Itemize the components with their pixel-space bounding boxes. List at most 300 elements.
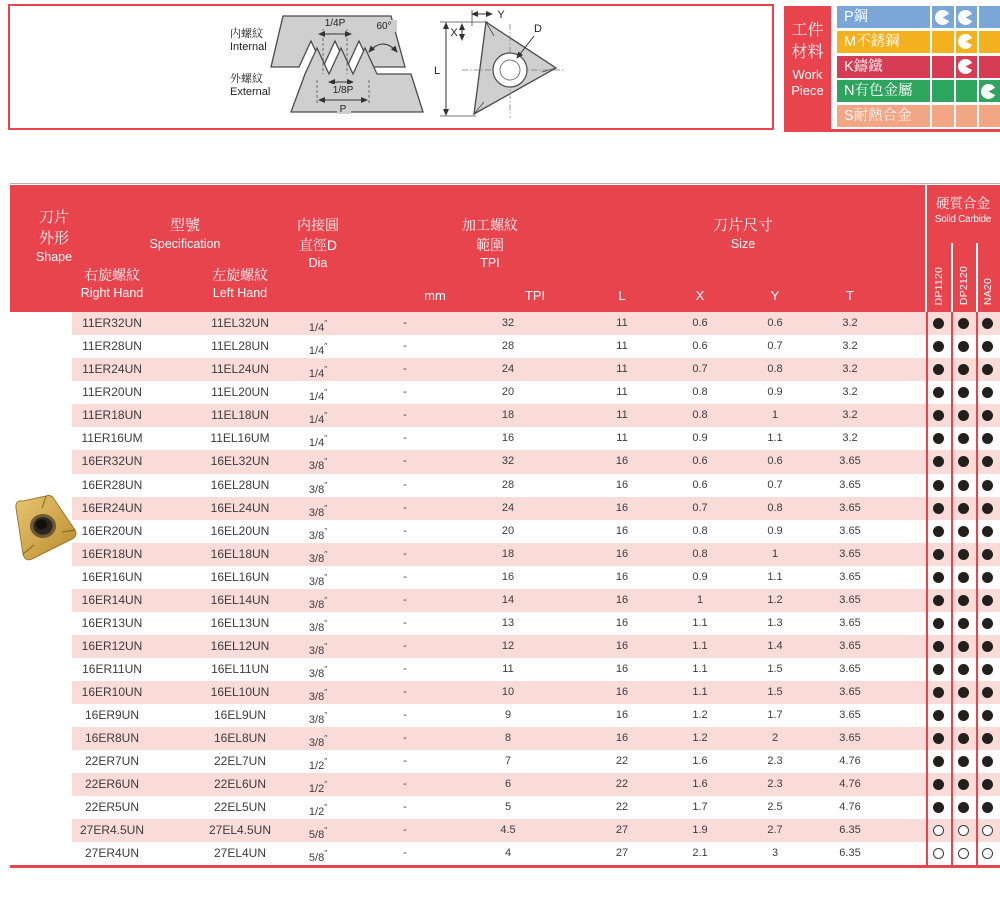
cell-left-hand: 22EL6UN [213,777,267,792]
material-label: K鑄鐵 [844,58,883,75]
cell-l: 11 [616,363,628,376]
legend-divider [930,80,932,102]
col-dia-header: 内接圓 直徑D Dia [297,217,339,271]
cell-mm: - [403,732,407,745]
cell-mm: - [403,455,407,468]
carbide-mark [958,733,969,744]
carbide-mark [933,641,944,652]
carbide-mark [958,364,969,375]
carbide-mark [982,802,993,813]
table-row [10,681,1000,704]
cell-right-hand: 27ER4.5UN [79,823,145,838]
cell-y: 2.3 [767,755,783,768]
carbide-mark [982,825,993,836]
material-label: S耐熱合金 [844,108,912,125]
cell-tpi: 10 [501,685,515,698]
cell-x: 2.1 [692,847,708,860]
cell-mm: - [403,547,407,560]
cell-left-hand: 16EL28UN [210,477,270,492]
cell-t: 3.65 [839,662,861,675]
cell-right-hand: 16ER18UN [81,546,143,561]
dim-l-label: L [433,65,441,77]
carbide-mark [958,710,969,721]
col-right-hand-header: 右旋螺紋 Right Hand [80,267,144,301]
cell-dia: 1/4″ [308,434,328,450]
cell-left-hand: 16EL32UN [210,454,270,469]
table-row [10,450,1000,473]
carbide-mark [933,480,944,491]
carbide-mark [933,526,944,537]
cell-tpi: 8 [504,732,512,745]
table-row [10,704,1000,727]
col-left-hand-header: 左旋螺紋 Left Hand [212,267,268,301]
cell-dia: 3/8″ [308,480,328,496]
cell-right-hand: 16ER9UN [84,707,140,722]
col-x-subheader: X [695,288,705,304]
cell-dia: 3/8″ [308,641,328,657]
cell-dia: 1/4″ [308,411,328,427]
legend-divider [954,105,956,127]
cell-tpi: 7 [504,755,512,768]
cell-x: 1.1 [692,639,708,652]
carbide-mark [958,595,969,606]
cell-y: 0.7 [767,478,783,491]
cell-right-hand: 11ER18UN [82,408,142,423]
carbide-mark [982,848,993,859]
cell-y: 2.7 [767,824,783,837]
cell-dia: 3/8″ [308,618,328,634]
carbide-mark [958,410,969,421]
carbide-mark [933,387,944,398]
cell-l: 11 [616,386,628,399]
cell-y: 1.1 [767,432,783,445]
table-row [10,773,1000,796]
cell-dia: 3/8″ [308,572,328,588]
cell-x: 1.7 [692,801,708,814]
cell-t: 3.65 [839,547,861,560]
table-row [10,635,1000,658]
material-label: P鋼 [844,9,869,25]
col-t-subheader: T [846,288,854,304]
carbide-mark [982,618,993,629]
cell-dia: 1/2″ [308,757,328,773]
carbide-mark [982,779,993,790]
cell-l: 16 [615,639,629,652]
carbide-mark [933,710,944,721]
internal-thread-label-zh: 内螺紋 [230,28,263,40]
cell-mm: - [403,708,407,721]
dim-x-label: X [450,27,458,39]
cell-y: 0.9 [767,524,783,537]
svg-text:1/4P: 1/4P [324,18,346,29]
cell-t: 3.2 [842,386,858,399]
cell-t: 3.65 [839,732,861,745]
material-row [837,31,1000,53]
cell-left-hand: 11EL32UN [211,316,269,331]
cell-l: 16 [615,593,629,606]
carbide-mark [933,779,944,790]
carbide-grade-label: DP2120 [958,266,970,306]
cell-x: 1.1 [692,616,708,629]
cell-t: 3.65 [839,708,861,721]
cell-x: 1.2 [692,732,708,745]
cell-l: 16 [615,501,629,514]
suitability-mark [958,34,973,49]
cell-y: 0.7 [767,340,783,353]
carbide-mark [933,503,944,514]
col-carbide-header: 硬質合金 Solid Carbide [934,196,992,226]
carbide-mark [982,595,993,606]
legend-divider [930,6,932,28]
cell-dia: 3/8″ [308,526,328,542]
cell-mm: - [403,570,407,583]
cell-x: 0.6 [692,455,708,468]
insert-dimension-diagram [432,6,582,132]
cell-l: 11 [616,409,628,422]
cell-left-hand: 11EL18UN [211,408,269,423]
carbide-divider [951,243,953,312]
cell-right-hand: 11ER28UN [82,339,142,354]
table-row [10,335,1000,358]
carbide-mark [982,641,993,652]
cell-t: 3.65 [839,593,861,606]
spec-table [10,183,1000,868]
cell-tpi: 5 [504,801,512,814]
carbide-mark [982,503,993,514]
cell-dia: 1/2″ [308,803,328,819]
carbide-mark [958,318,969,329]
cell-dia: 1/4″ [308,342,328,358]
cell-l: 16 [615,708,629,721]
cell-t: 3.2 [842,363,858,376]
table-row [10,543,1000,566]
cell-mm: - [403,409,407,422]
cell-dia: 3/8″ [308,687,328,703]
cell-right-hand: 16ER11UN [82,661,142,676]
legend-divider [930,105,932,127]
table-row [10,819,1000,842]
cell-tpi: 4.5 [500,824,516,837]
carbide-mark [958,825,969,836]
material-label: M不銹鋼 [844,33,900,50]
cell-right-hand: 16ER12UN [81,638,143,653]
carbide-mark [933,318,944,329]
dim-d-label: D [534,23,542,35]
carbide-mark [958,456,969,467]
cell-left-hand: 11EL28UN [211,339,269,354]
cell-right-hand: 16ER20UN [81,523,143,538]
carbide-mark [933,410,944,421]
cell-l: 16 [615,570,629,583]
table-bottomline [10,865,1000,868]
carbide-mark [958,549,969,560]
cell-tpi: 18 [501,547,515,560]
carbide-mark [982,364,993,375]
cell-l: 11 [616,340,628,353]
legend-divider [954,80,956,102]
cell-t: 4.76 [839,755,861,768]
legend-divider [954,56,956,78]
cell-t: 4.76 [839,801,861,814]
cell-right-hand: 11ER24UN [82,362,142,377]
table-body [10,312,1000,865]
cell-x: 0.6 [692,478,708,491]
carbide-mark [933,756,944,767]
carbide-column-line [976,312,978,865]
suitability-mark [981,84,996,99]
carbide-mark [933,618,944,629]
cell-dia: 3/8″ [308,549,328,565]
cell-l: 27 [615,824,629,837]
cell-mm: - [403,824,407,837]
cell-left-hand: 16EL14UN [210,592,270,607]
carbide-mark [933,549,944,560]
cell-y: 1.1 [767,570,783,583]
table-row [10,750,1000,773]
suitability-mark [958,10,973,25]
suitability-mark [958,59,973,74]
cell-right-hand: 16ER10UN [81,684,143,699]
cell-x: 1.9 [692,824,708,837]
cell-mm: - [403,801,407,814]
cell-dia: 1/2″ [308,780,328,796]
carbide-mark [933,664,944,675]
legend-divider [954,31,956,53]
cell-tpi: 28 [501,478,515,491]
svg-text:P: P [339,104,347,115]
workpiece-title-block [784,6,831,129]
cell-mm: - [403,524,407,537]
cell-x: 1.6 [692,778,708,791]
carbide-mark [982,664,993,675]
svg-text:60°: 60° [376,21,392,32]
cell-y: 1.7 [767,708,783,721]
cell-left-hand: 27EL4UN [213,846,267,861]
cell-dia: 5/8″ [308,849,328,865]
cell-tpi: 28 [501,340,515,353]
cell-x: 0.9 [692,432,708,445]
legend-divider [977,80,979,102]
cell-y: 0.9 [767,386,783,399]
cell-t: 3.65 [839,455,861,468]
carbide-mark [958,802,969,813]
table-row [10,612,1000,635]
cell-x: 0.6 [692,317,708,330]
carbide-mark [958,433,969,444]
col-shape-header: 刀片 外形 Shape [35,209,73,265]
carbide-mark [933,595,944,606]
cell-t: 3.2 [842,317,858,330]
cell-dia: 3/8″ [308,710,328,726]
workpiece-legend [837,6,1000,127]
cell-l: 16 [615,524,629,537]
material-row [837,80,1000,102]
carbide-mark [958,503,969,514]
cell-x: 0.8 [692,386,708,399]
cell-tpi: 9 [504,708,512,721]
legend-divider [954,6,956,28]
svg-text:1/8P: 1/8P [332,85,354,96]
cell-left-hand: 11EL20UN [211,385,269,400]
cell-y: 0.6 [767,317,783,330]
cell-x: 0.8 [692,524,708,537]
carbide-mark [982,456,993,467]
legend-divider [977,105,979,127]
cell-right-hand: 11ER20UN [82,385,142,400]
col-mm-subheader: mm [424,288,446,304]
cell-dia: 3/8″ [308,503,328,519]
cell-t: 3.65 [839,570,861,583]
carbide-column-line [926,312,928,865]
material-row [837,105,1000,127]
cell-tpi: 18 [501,409,515,422]
cell-y: 1.2 [767,593,783,606]
carbide-mark [958,480,969,491]
cell-left-hand: 16EL18UN [210,546,270,561]
material-label: N有色金屬 [844,83,913,100]
cell-x: 0.8 [692,409,708,422]
cell-left-hand: 22EL7UN [213,754,267,769]
cell-l: 11 [616,432,628,445]
cell-dia: 1/4″ [308,319,328,335]
carbide-mark [982,341,993,352]
cell-y: 3 [771,847,779,860]
table-row [10,566,1000,589]
carbide-mark [933,456,944,467]
cell-left-hand: 16EL10UN [210,684,270,699]
material-row [837,6,1000,28]
cell-left-hand: 16EL24UN [210,500,270,515]
table-topline [10,183,1000,184]
cell-mm: - [403,432,407,445]
cell-y: 2 [771,732,779,745]
cell-dia: 3/8″ [308,595,328,611]
cell-t: 3.65 [839,639,861,652]
carbide-mark [958,779,969,790]
carbide-mark [982,572,993,583]
col-thread-range-header: 加工螺紋 範圍 TPI [462,217,518,271]
legend-divider [930,31,932,53]
cell-left-hand: 16EL20UN [210,523,270,538]
col-y-subheader: Y [770,288,780,304]
carbide-mark [958,641,969,652]
cell-tpi: 20 [501,524,515,537]
cell-l: 22 [615,801,629,814]
table-row [10,404,1000,427]
table-row [10,497,1000,520]
cell-l: 16 [615,478,629,491]
table-row [10,796,1000,819]
workpiece-title-zh2: 材料 [791,44,824,61]
cell-x: 1 [696,593,704,606]
cell-mm: - [403,616,407,629]
cell-t: 3.65 [839,501,861,514]
cell-tpi: 12 [501,639,515,652]
cell-x: 1.1 [692,685,708,698]
cell-tpi: 32 [501,455,515,468]
cell-left-hand: 22EL5UN [213,800,267,815]
table-row [10,358,1000,381]
cell-l: 16 [615,662,629,675]
carbide-mark [958,341,969,352]
col-size-header: 刀片尺寸 Size [712,217,773,252]
cell-y: 1.5 [767,662,783,675]
table-row [10,381,1000,404]
carbide-grade-label: NA20 [982,278,994,306]
carbide-mark [933,687,944,698]
legend-divider [977,6,979,28]
cell-right-hand: 16ER28UN [81,477,143,492]
carbide-column-line [951,312,953,865]
table-row [10,658,1000,681]
cell-l: 16 [615,547,629,560]
carbide-mark [958,387,969,398]
cell-x: 0.7 [692,501,708,514]
cell-left-hand: 16EL11UN [211,661,269,676]
cell-dia: 3/8″ [308,457,328,473]
cell-y: 2.3 [767,778,783,791]
cell-left-hand: 27EL4.5UN [208,823,272,838]
cell-x: 0.7 [692,363,708,376]
cell-l: 22 [615,778,629,791]
table-row [10,474,1000,497]
cell-mm: - [403,501,407,514]
cell-tpi: 24 [501,363,515,376]
col-spec-header: 型號 Specification [149,217,221,252]
cell-dia: 1/4″ [308,388,328,404]
cell-tpi: 6 [504,778,512,791]
carbide-mark [958,526,969,537]
cell-x: 1.6 [692,755,708,768]
table-row [10,427,1000,450]
cell-y: 0.8 [767,501,783,514]
legend-divider [977,56,979,78]
cell-l: 27 [615,847,629,860]
cell-left-hand: 11EL24UN [211,362,269,377]
cell-right-hand: 16ER13UN [81,615,143,630]
col-tpi-subheader: TPI [524,288,546,304]
workpiece-title-en1: Work [792,67,823,82]
cell-l: 16 [615,616,629,629]
cell-dia: 5/8″ [308,826,328,842]
cell-tpi: 11 [502,662,514,675]
carbide-mark [982,549,993,560]
carbide-mark [982,318,993,329]
cell-mm: - [403,847,407,860]
cell-right-hand: 27ER4UN [84,846,140,861]
cell-dia: 3/8″ [308,664,328,680]
carbide-mark [982,433,993,444]
cell-mm: - [403,340,407,353]
workpiece-title-zh1: 工件 [791,22,824,39]
carbide-mark [982,526,993,537]
carbide-mark [958,848,969,859]
cell-right-hand: 16ER8UN [84,731,140,746]
cell-right-hand: 22ER6UN [84,777,140,792]
table-row [10,520,1000,543]
carbide-mark [933,848,944,859]
cell-t: 3.65 [839,685,861,698]
cell-y: 1 [771,547,779,560]
cell-t: 3.2 [842,432,858,445]
cell-right-hand: 16ER32UN [81,454,143,469]
carbide-mark [958,687,969,698]
insert-photo [12,492,82,564]
cell-t: 6.35 [839,824,861,837]
legend-underline [784,129,1000,133]
cell-t: 3.2 [842,409,858,422]
thread-profile-diagram [265,12,435,118]
